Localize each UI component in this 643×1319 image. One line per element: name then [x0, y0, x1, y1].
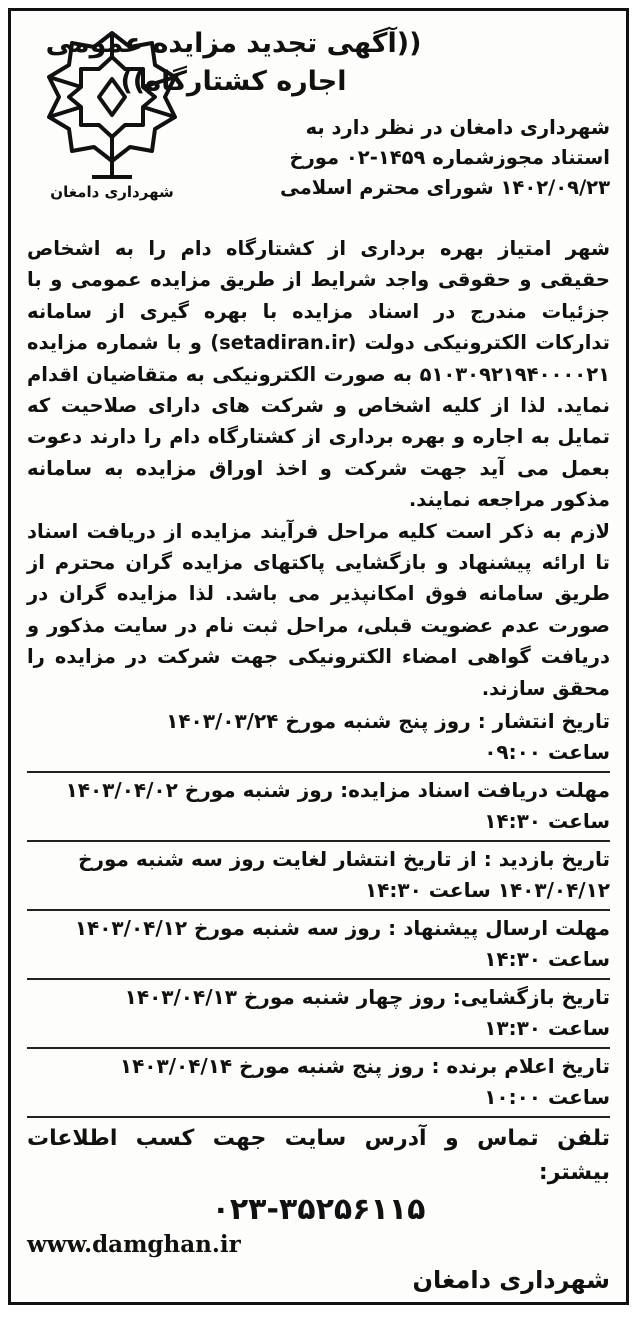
notice-content	[27, 25, 610, 1295]
schedule-row-visit	[27, 842, 610, 911]
schedule-label: تاریخ بازدید : از تاریخ انتشار لغایت روز سه شنبه مورخ	[78, 847, 610, 872]
schedule-label: مهلت ارسال پیشنهاد : روز سه شنبه مورخ ۱۴۰۳/۰۴/۱۲	[74, 916, 610, 941]
schedule-row-proposal	[27, 911, 610, 980]
schedule-time: ساعت ۱۳:۳۰	[484, 1016, 610, 1041]
schedule-time: ساعت ۱۰:۰۰	[484, 1085, 610, 1110]
schedule-time: ساعت ۰۹:۰۰	[484, 740, 610, 765]
schedule-row-publish	[27, 704, 610, 773]
contact-website-link[interactable]: www.damghan.ir	[27, 1231, 241, 1259]
schedule-label: تاریخ اعلام برنده : روز پنج شنبه مورخ ۱۴۰۳/۰۴/۱۴	[119, 1054, 610, 1079]
schedule-row-opening	[27, 980, 610, 1049]
schedule-label: تاریخ بازگشایی: روز چهار شنبه مورخ ۱۴۰۳/۰۴/۱۳	[124, 985, 610, 1010]
schedule-row-documents	[27, 773, 610, 842]
schedule-row-winner	[27, 1049, 610, 1118]
logo-caption: شهرداری دامغان	[50, 183, 174, 201]
schedule-list	[27, 704, 610, 1118]
notice-header	[27, 25, 610, 233]
damghan-municipality-logo-icon	[37, 27, 187, 185]
schedule-time: ساعت ۱۴:۳۰	[484, 809, 610, 834]
notice-frame	[8, 8, 629, 1305]
footer-signature: شهرداری دامغان	[412, 1266, 610, 1295]
contact-phone: ۰۲۳-۳۵۲۵۶۱۱۵	[211, 1192, 426, 1228]
notice-title-line1: ((آگهی تجدید مزایده عمومی	[45, 28, 422, 59]
schedule-label: تاریخ انتشار : روز پنج شنبه مورخ ۱۴۰۳/۰۳/۲۴	[166, 709, 610, 734]
intro-line: استناد مجوزشماره ۱۴۵۹-۰۲ مورخ	[289, 146, 610, 169]
intro-lines	[200, 113, 610, 203]
notice-paragraph-2: لازم به ذکر است کلیه مراحل فرآیند مزایده از دریافت اسناد تا ارائه پیشنهاد و بازگشایی پاکتهای مزایده گران محترم از طریق سامانه فوق امکانپذیر می باشد. لذا مزایده گران در صورت عدم عضویت قبلی، مراحل ثبت نام در سایت مذکور و دریافت گواهی امضاء الکترونیکی جهت شرکت در مزایده را محقق سازند.	[27, 519, 610, 700]
intro-line: ۱۴۰۲/۰۹/۲۳ شورای محترم اسلامی	[280, 176, 610, 199]
contact-heading: تلفن تماس و آدرس سایت جهت کسب اطلاعات بیشتر:	[27, 1126, 610, 1186]
schedule-time: ساعت ۱۴:۳۰	[484, 947, 610, 972]
notice-paragraph-1: شهر امتیاز بهره برداری از کشتارگاه دام را به اشخاص حقیقی و حقوقی واجد شرایط از طریق مزایده عمومی و با جزئیات مندرج در اسناد مزایده با بهره گیری از سامانه تدارکات الکترونیکی دولت (setadiran.ir) و با شماره مزایده ۵۱۰۳۰۹۲۱۹۴۰۰۰۰۲۱ به صورت الکترونیکی به متقاضیان اقدام نماید. لذا از کلیه اشخاص و شرکت های دارای صلاحیت که تمایل به اجاره و بهره برداری از کشتارگاه دام را دارند دعوت بعمل می آید جهت شرکت و اخذ اوراق مزایده به سامانه مذکور مراجعه نمایند.	[27, 237, 610, 512]
logo-block	[27, 27, 197, 222]
schedule-time: ۱۴۰۳/۰۴/۱۲ ساعت ۱۴:۳۰	[364, 878, 610, 903]
schedule-label: مهلت دریافت اسناد مزایده: روز شنبه مورخ ۱۴۰۳/۰۴/۰۲	[65, 778, 610, 803]
notice-title-line2: اجاره کشتارگاه))	[120, 66, 347, 97]
intro-line: شهرداری دامغان در نظر دارد به	[305, 116, 610, 139]
